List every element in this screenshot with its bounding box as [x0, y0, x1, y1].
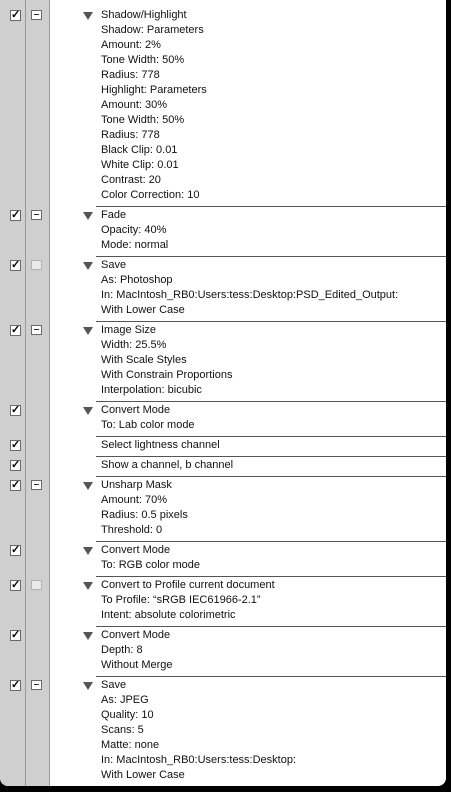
action-step[interactable] [0, 8, 446, 208]
action-step[interactable] [0, 438, 446, 458]
step-title: Save [101, 679, 127, 691]
step-parameter: As: Photoshop [101, 274, 173, 286]
step-title: Convert Mode [101, 544, 171, 556]
action-step[interactable] [0, 458, 446, 478]
step-parameter: Tone Width: 50% [101, 54, 185, 66]
step-separator [96, 676, 446, 677]
step-parameter: Mode: normal [101, 239, 169, 251]
step-parameter: As: JPEG [101, 694, 149, 706]
step-enabled-checkbox[interactable]: ✓ [11, 544, 21, 556]
step-title: Fade [101, 209, 127, 221]
step-parameter: Amount: 30% [101, 99, 168, 111]
disclosure-triangle-icon[interactable] [83, 262, 93, 270]
step-enabled-checkbox[interactable]: ✓ [11, 324, 21, 336]
step-parameter: Depth: 8 [101, 644, 143, 656]
step-parameter: Amount: 70% [101, 494, 168, 506]
step-title: Convert Mode [101, 629, 171, 641]
action-step[interactable] [0, 323, 446, 403]
step-enabled-checkbox[interactable]: ✓ [11, 629, 21, 641]
step-separator [96, 401, 446, 402]
dialog-toggle-icon[interactable] [31, 480, 42, 490]
step-separator [96, 541, 446, 542]
step-separator [96, 626, 446, 627]
step-title: Shadow/Highlight [101, 9, 187, 21]
action-step[interactable] [0, 543, 446, 578]
dialog-toggle-icon[interactable] [31, 325, 42, 335]
dialog-toggle-icon[interactable] [31, 210, 42, 220]
step-parameter: Interpolation: bicubic [101, 384, 202, 396]
step-parameter: White Clip: 0.01 [101, 159, 179, 171]
action-step[interactable] [0, 578, 446, 628]
disclosure-triangle-icon[interactable] [83, 582, 93, 590]
step-parameter: Matte: none [101, 739, 160, 751]
step-parameter: Amount: 2% [101, 39, 161, 51]
step-separator [96, 576, 446, 577]
step-parameter: Width: 25.5% [101, 339, 167, 351]
action-step[interactable] [0, 628, 446, 678]
step-title: Image Size [101, 324, 157, 336]
step-title: Show a channel, b channel [101, 459, 234, 471]
step-title: Convert to Profile current document [101, 579, 275, 591]
step-parameter: In: MacIntosh_RB0:Users:tess:Desktop:PSD_Edited_Output: [101, 289, 399, 301]
step-parameter: Shadow: Parameters [101, 24, 204, 36]
step-parameter: Black Clip: 0.01 [101, 144, 178, 156]
step-parameter: Radius: 778 [101, 129, 160, 141]
dialog-toggle-icon[interactable] [31, 580, 42, 590]
step-parameter: Highlight: Parameters [101, 84, 207, 96]
step-parameter: With Constrain Proportions [101, 369, 233, 381]
step-parameter: To Profile: “sRGB IEC61966-2.1” [101, 594, 261, 606]
action-step[interactable] [0, 478, 446, 543]
step-parameter: Scans: 5 [101, 724, 144, 736]
step-title: Save [101, 259, 127, 271]
step-enabled-checkbox[interactable]: ✓ [11, 9, 21, 21]
step-title: Select lightness channel [101, 439, 220, 451]
step-enabled-checkbox[interactable]: ✓ [11, 259, 21, 271]
disclosure-triangle-icon[interactable] [83, 327, 93, 335]
step-parameter: Opacity: 40% [101, 224, 167, 236]
dialog-toggle-icon[interactable] [31, 260, 42, 270]
step-parameter: To: Lab color mode [101, 419, 195, 431]
action-step[interactable] [0, 403, 446, 438]
disclosure-triangle-icon[interactable] [83, 12, 93, 20]
dialog-toggle-icon[interactable] [31, 680, 42, 690]
step-separator [96, 206, 446, 207]
step-enabled-checkbox[interactable]: ✓ [11, 679, 21, 691]
step-parameter: Radius: 0.5 pixels [101, 509, 188, 521]
step-parameter: Tone Width: 50% [101, 114, 185, 126]
step-enabled-checkbox[interactable]: ✓ [11, 479, 21, 491]
step-parameter: Without Merge [101, 659, 173, 671]
disclosure-triangle-icon[interactable] [83, 482, 93, 490]
step-parameter: Radius: 778 [101, 69, 160, 81]
step-enabled-checkbox[interactable]: ✓ [11, 439, 21, 451]
step-parameter: With Scale Styles [101, 354, 187, 366]
step-enabled-checkbox[interactable]: ✓ [11, 459, 21, 471]
step-enabled-checkbox[interactable]: ✓ [11, 404, 21, 416]
step-parameter: With Lower Case [101, 769, 185, 781]
step-separator [96, 256, 446, 257]
step-separator [96, 436, 446, 437]
disclosure-triangle-icon[interactable] [83, 682, 93, 690]
step-parameter: In: MacIntosh_RB0:Users:tess:Desktop: [101, 754, 297, 766]
step-parameter: To: RGB color mode [101, 559, 201, 571]
step-separator [96, 321, 446, 322]
step-parameter: Intent: absolute colorimetric [101, 609, 236, 621]
step-title: Unsharp Mask [101, 479, 172, 491]
action-step[interactable] [0, 208, 446, 258]
step-separator [96, 476, 446, 477]
step-parameter: Quality: 10 [101, 709, 154, 721]
disclosure-triangle-icon[interactable] [83, 212, 93, 220]
action-step[interactable] [0, 258, 446, 323]
disclosure-triangle-icon[interactable] [83, 632, 93, 640]
action-step[interactable] [0, 678, 446, 786]
step-enabled-checkbox[interactable]: ✓ [11, 209, 21, 221]
disclosure-triangle-icon[interactable] [83, 547, 93, 555]
step-parameter: Color Correction: 10 [101, 189, 200, 201]
step-parameter: Contrast: 20 [101, 174, 161, 186]
step-enabled-checkbox[interactable]: ✓ [11, 579, 21, 591]
disclosure-triangle-icon[interactable] [83, 407, 93, 415]
step-separator [96, 456, 446, 457]
step-parameter: Threshold: 0 [101, 524, 163, 536]
step-parameter: With Lower Case [101, 304, 185, 316]
dialog-toggle-icon[interactable] [31, 10, 42, 20]
step-title: Convert Mode [101, 404, 171, 416]
